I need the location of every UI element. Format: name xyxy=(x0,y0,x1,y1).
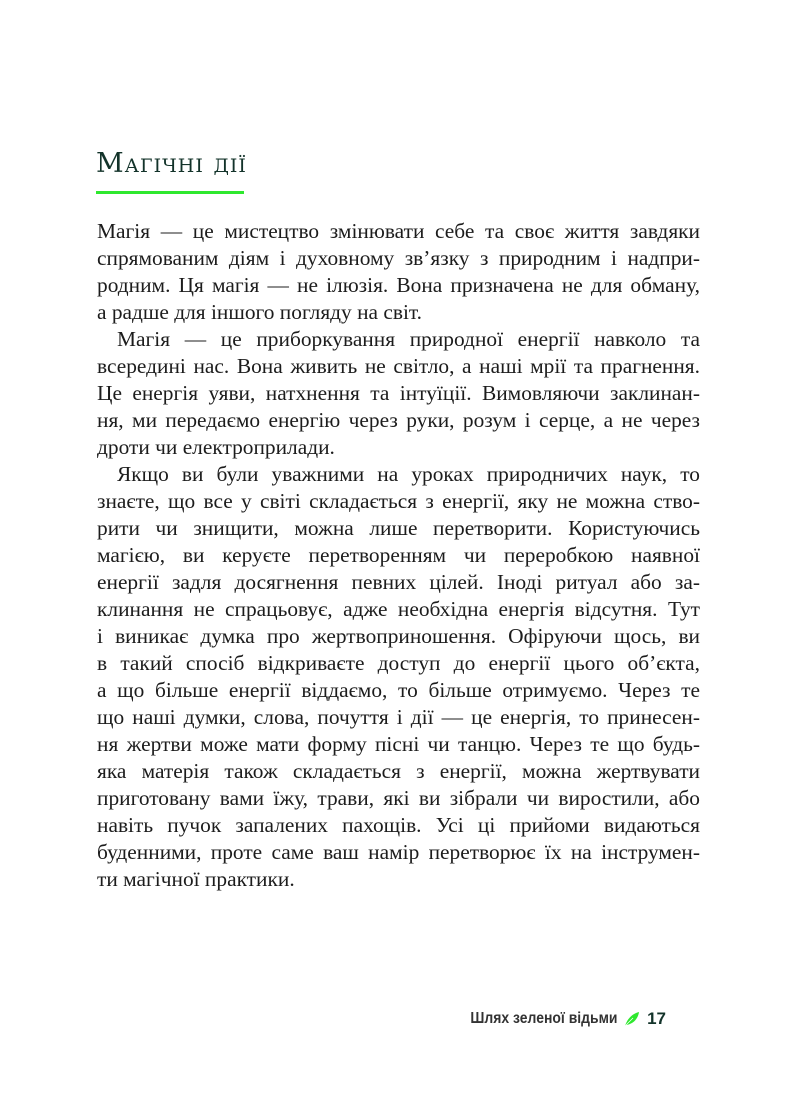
text-line: ня жертви може мати форму пісні чи танцю. Через те що будь- xyxy=(97,732,700,756)
text-line: всередині нас. Вона живить не світло, а наші мрії та прагнення. xyxy=(97,354,700,378)
leaf-icon xyxy=(624,1011,640,1027)
running-footer-title: Шлях зеленої відьми xyxy=(469,1010,618,1027)
text-line: спрямованим діям і духовному зв’язку з природним і надпри- xyxy=(97,246,700,270)
text-line: Магія — це приборкування природної енергії навколо та xyxy=(117,327,700,351)
paragraph-3 xyxy=(97,461,700,893)
text-line: що наші думки, слова, почуття і дії — це енергія, то принесен- xyxy=(97,705,700,729)
text-line: родним. Ця магія — не ілюзія. Вона призначена не для обману, xyxy=(97,273,700,297)
chapter-heading: Магічні дії xyxy=(96,148,247,179)
text-line: і виникає думка про жертвоприношення. Офіруючи щось, ви xyxy=(97,624,700,648)
text-line: Якщо ви були уважними на уроках природничих наук, то xyxy=(117,462,700,486)
text-line: а радше для іншого погляду на світ. xyxy=(97,300,422,324)
paragraph-1 xyxy=(97,218,700,326)
text-line: клинання не спрацьовує, адже необхідна енергія відсутня. Тут xyxy=(97,597,700,621)
text-line: магією, ви керуєте перетворенням чи переробкою наявної xyxy=(97,543,700,567)
page-number: 17 xyxy=(647,1009,666,1028)
text-line: яка матерія також складається з енергії, можна жертвувати xyxy=(97,759,700,783)
body-text xyxy=(97,218,700,893)
text-line: в такий спосіб відкриваєте доступ до енергії цього об’єкта, xyxy=(97,651,700,675)
heading-underline xyxy=(96,191,244,194)
text-line: буденними, проте саме ваш намір перетворює їх на інструмен- xyxy=(97,840,700,864)
page-footer xyxy=(454,1009,666,1029)
text-line: енергії задля досягнення певних цілей. Іноді ритуал або за- xyxy=(97,570,700,594)
text-line: Це енергія уяви, натхнення та інтуїції. Вимовляючи заклинан- xyxy=(97,381,700,405)
text-line: приготовану вами їжу, трави, які ви зібрали чи виростили, або xyxy=(97,786,700,810)
text-line: знаєте, що все у світі складається з енергії, яку не можна ство- xyxy=(97,489,700,513)
text-line: ти магічної практики. xyxy=(97,867,295,891)
text-line: ня, ми передаємо енергію через руки, розум і серце, а не через xyxy=(97,408,700,432)
text-line: а що більше енергії віддаємо, то більше отримуємо. Через те xyxy=(97,678,700,702)
text-line: Магія — це мистецтво змінювати себе та своє життя завдяки xyxy=(97,219,700,243)
text-line: рити чи знищити, можна лише перетворити. Користуючись xyxy=(97,516,700,540)
text-line: дроти чи електроприлади. xyxy=(97,435,335,459)
text-line: навіть пучок запалених пахощів. Усі ці прийоми видаються xyxy=(97,813,700,837)
paragraph-2 xyxy=(97,326,700,461)
